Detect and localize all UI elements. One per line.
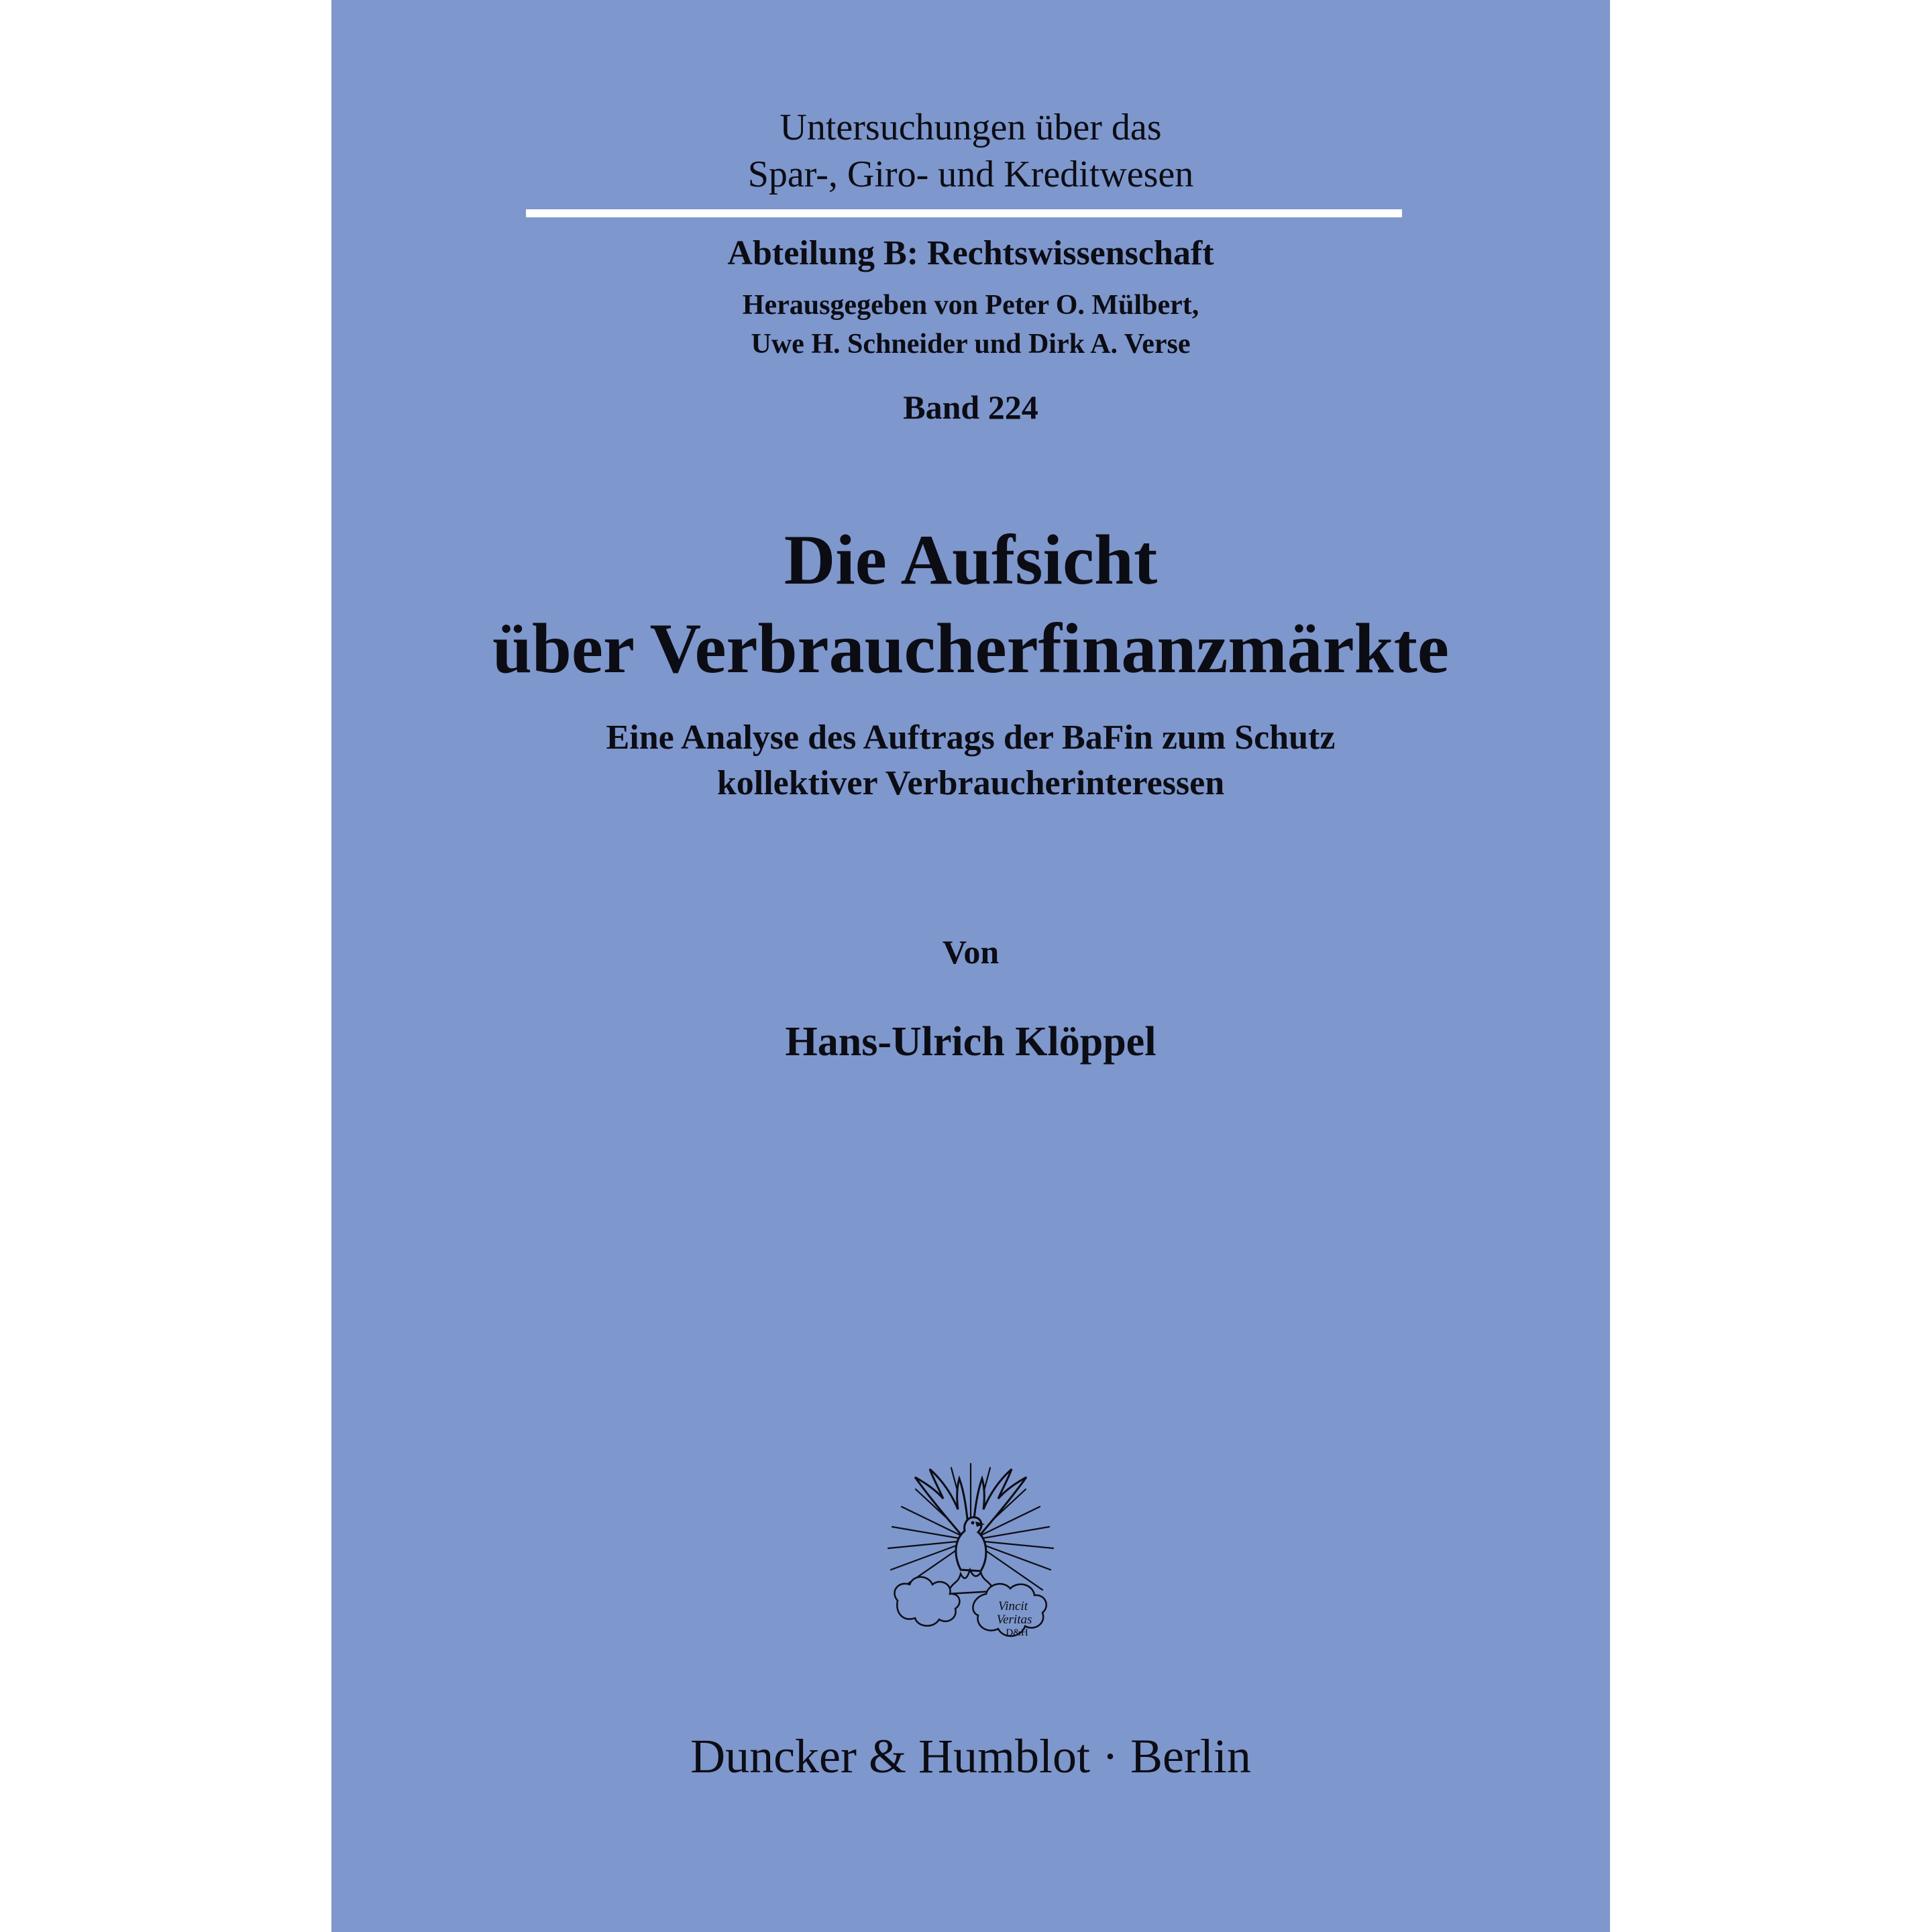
book-title-line-1: Die Aufsicht (784, 521, 1158, 599)
logo-motto-line-1: Vincit (998, 1599, 1028, 1613)
series-title-line-1: Untersuchungen über das (780, 107, 1162, 148)
volume-number: Band 224 (903, 388, 1038, 426)
logo-motto-line-2: Veritas (996, 1613, 1032, 1627)
series-title-line-2: Spar-, Giro- und Kreditwesen (747, 154, 1194, 195)
book-title-line-2: über Verbraucherfinanzmärkte (492, 609, 1449, 688)
author-name: Hans-Ulrich Klöppel (785, 1019, 1157, 1065)
book-subtitle-line-2: kollektiver Verbraucherinteressen (716, 764, 1225, 802)
book-cover (331, 0, 1610, 1932)
publisher-line: Duncker & Humblot · Berlin (690, 1729, 1251, 1783)
editors-line-1: Herausgegeben von Peter O. Mülbert, (742, 290, 1199, 321)
logo-monogram: D&H (1006, 1627, 1028, 1638)
phoenix-emblem-icon (885, 1460, 1056, 1649)
book-subtitle-line-1: Eine Analyse des Auftrags der BaFin zum Schutz (606, 718, 1336, 757)
division-label: Abteilung B: Rechtswissenschaft (727, 234, 1214, 272)
editors-line-2: Uwe H. Schneider und Dirk A. Verse (751, 329, 1191, 360)
series-divider-rule (526, 209, 1402, 217)
by-label: Von (942, 933, 1000, 971)
